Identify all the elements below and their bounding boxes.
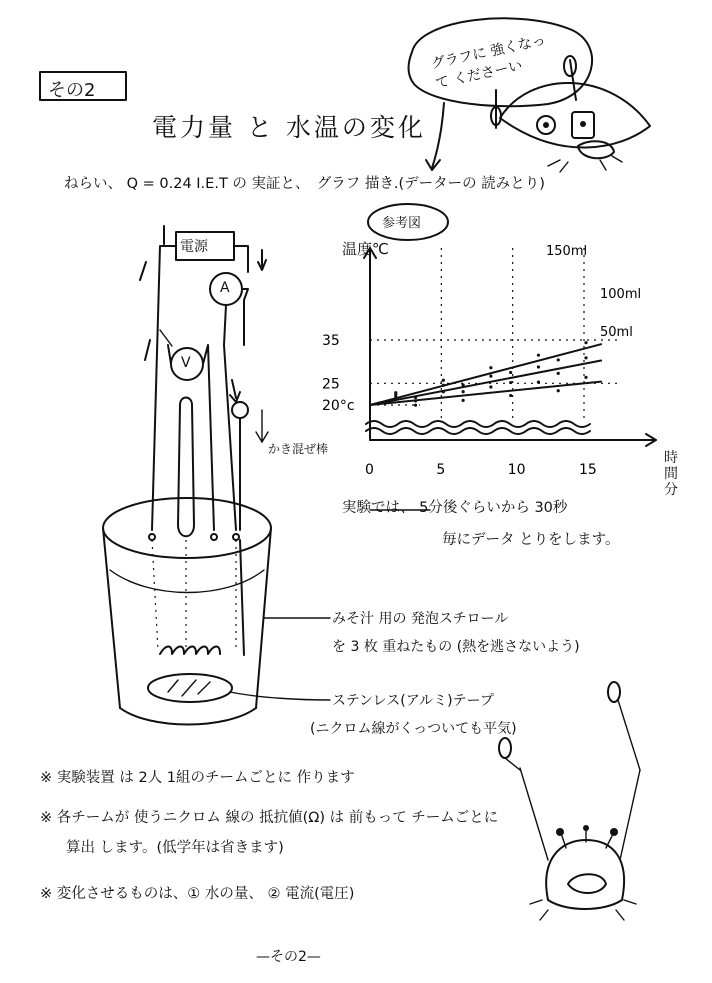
stirrer-handle — [232, 402, 248, 418]
note-4: ※ 変化させるものは、① 水の量、 ② 電流(電圧) — [40, 886, 355, 902]
mascot-bottom-icon — [499, 682, 640, 920]
note-3: 算出 します。(低学年は省きます) — [66, 840, 284, 856]
data-point — [442, 384, 445, 387]
series-label-100ml: 100ml — [600, 287, 642, 302]
data-point — [414, 404, 417, 407]
data-point — [489, 375, 492, 378]
series-label-150ml: 150ml — [546, 244, 588, 259]
data-point — [584, 376, 587, 379]
data-point — [442, 390, 445, 393]
data-point — [557, 372, 560, 375]
note-1: ※ 実験装置 は 2人 1組のチームごとに 作ります — [40, 770, 355, 786]
nichrome-coil — [160, 647, 220, 655]
chart-xlabel: 時間 分 — [664, 450, 678, 498]
x-tick-label: 10 — [507, 462, 526, 478]
data-point — [537, 381, 540, 384]
plate-note-2: (ニクロム線がくっついても平気) — [310, 721, 517, 737]
page-title: 電力量 と 水温の変化 — [152, 113, 426, 142]
thermometer — [178, 398, 194, 537]
data-point — [442, 379, 445, 382]
axis-break-2 — [366, 428, 590, 434]
metal-plate — [148, 674, 232, 702]
note-2: ※ 各チームが 使うニクロム 線の 抵抗値(Ω) は 前もって チームごとに — [40, 810, 499, 826]
data-point — [462, 399, 465, 402]
ammeter-label: A — [220, 280, 230, 296]
data-point — [462, 390, 465, 393]
circuit-wires — [140, 226, 266, 530]
cup-note-2: を 3 枚 重ねたもの (熱を逃さないよう) — [332, 639, 580, 655]
y-tick-label: 20°c — [322, 398, 355, 414]
data-point — [557, 389, 560, 392]
data-point — [509, 381, 512, 384]
data-point — [489, 385, 492, 388]
chart-badge: 参考図 — [382, 216, 422, 231]
data-point — [489, 366, 492, 369]
styrofoam-cup — [103, 498, 271, 725]
data-point — [394, 395, 397, 398]
series-line-150ml — [370, 344, 601, 405]
part-label: その2 — [48, 80, 96, 101]
temperature-chart — [322, 244, 656, 478]
data-point — [509, 371, 512, 374]
y-tick-label: 25 — [322, 376, 340, 393]
data-point — [509, 394, 512, 397]
data-point — [537, 354, 540, 357]
data-point — [537, 365, 540, 368]
power-label: 電源 — [180, 239, 208, 255]
page-footer: —その2— — [256, 949, 321, 965]
chart-ylabel: 温度℃ — [342, 240, 389, 258]
y-tick-label: 35 — [322, 333, 340, 349]
x-tick-label: 5 — [436, 462, 446, 478]
experiment-note-1: 実験では、 5分後ぐらいから 30秒 — [342, 500, 568, 516]
plate-leader — [230, 692, 330, 700]
aim-text: ねらい、 Q = 0.24 I.E.T の 実証と、 グラフ 描き.(データーの 読みとり) — [64, 176, 545, 192]
data-point — [584, 356, 587, 359]
series-label-50ml: 50ml — [600, 325, 633, 340]
experiment-note-2: 毎にデータ とりをします。 — [442, 532, 620, 548]
voltmeter-label: V — [181, 355, 191, 371]
bubble-arrow — [432, 103, 444, 168]
axis-break-1 — [366, 421, 590, 427]
plate-note-1: ステンレス(アルミ)テープ — [332, 693, 494, 709]
cup-note-1: みそ汁 用の 発泡スチロール — [332, 611, 509, 627]
speech-bubble-text: グラフに 強くなって くださーい — [429, 32, 548, 92]
x-tick-label: 0 — [365, 462, 374, 478]
data-point — [557, 358, 560, 361]
x-tick-label: 15 — [579, 462, 597, 478]
data-point — [584, 341, 587, 344]
stirrer-label: かき混ぜ棒 — [268, 442, 329, 456]
series-line-50ml — [370, 382, 601, 405]
